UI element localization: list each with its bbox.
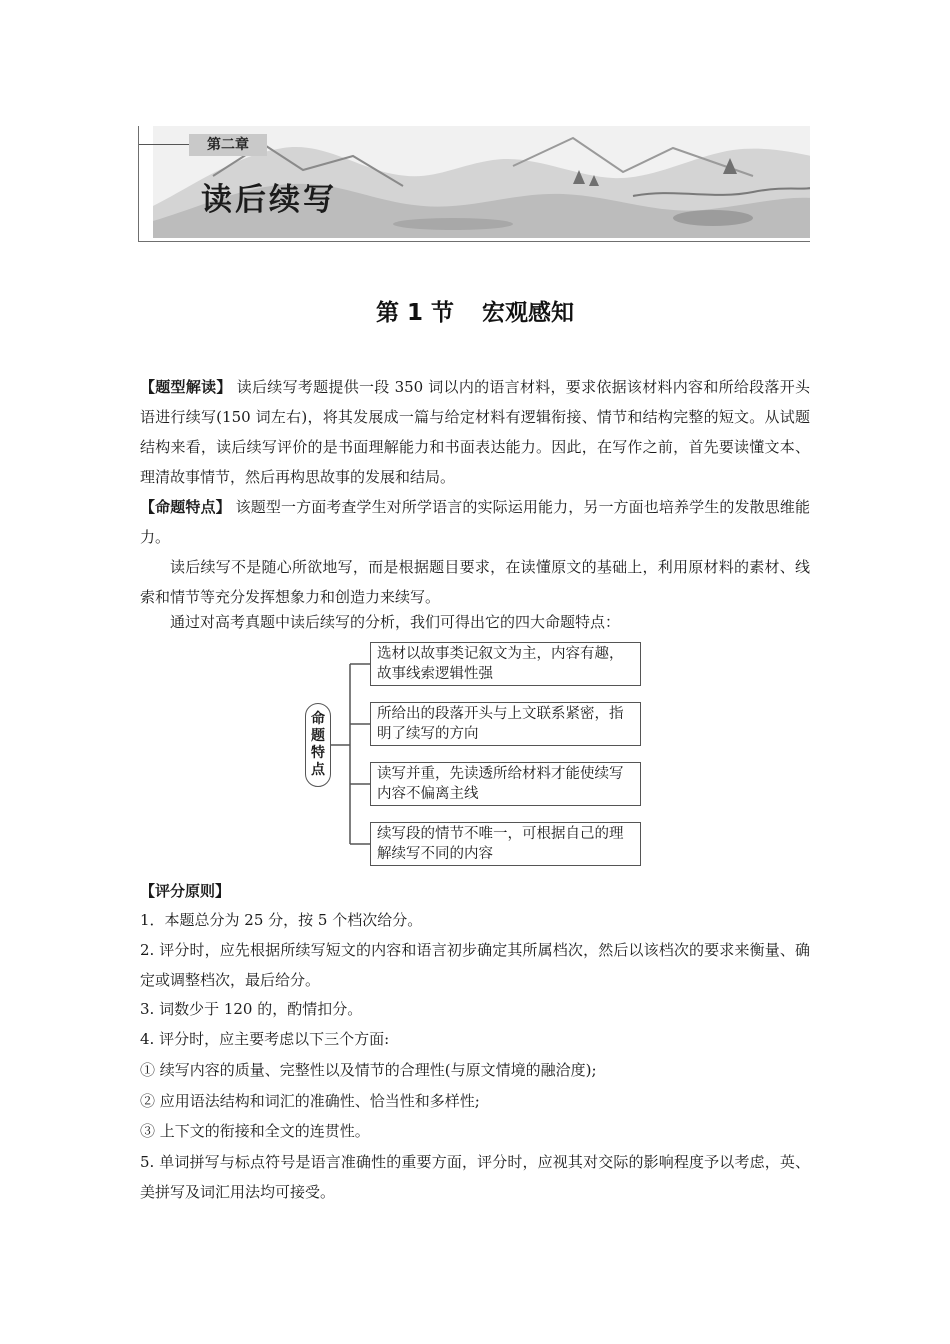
features-text: 该题型一方面考查学生对所学语言的实际运用能力，另一方面也培养学生的发散思维能力。 xyxy=(140,498,810,546)
section-title xyxy=(0,294,950,327)
section-number: 第 1 节 xyxy=(375,300,455,326)
diagram-feature-box: 所给出的段落开头与上文联系紧密，指明了续写的方向 xyxy=(370,702,641,746)
chapter-title: 读后续写 xyxy=(201,182,337,218)
diagram-root-node xyxy=(305,703,331,787)
scoring-label xyxy=(140,876,810,906)
diagram-feature-box: 续写段的情节不唯一，可根据自己的理解续写不同的内容 xyxy=(370,822,641,866)
diagram-feature-box: 选材以故事类记叙文为主，内容有趣，故事线索逻辑性强 xyxy=(370,642,641,686)
scoring-item: 2. 评分时，应先根据所续写短文的内容和语言初步确定其所属档次，然后以该档次的要求来衡量、确定或调整档次，最后给分。 xyxy=(140,941,810,989)
features-paragraph-3: 通过对高考真题中读后续写的分析，我们可得出它的四大命题特点： xyxy=(170,613,621,631)
scoring-item: 5. 单词拼写与标点符号是语言准确性的重要方面，评分时，应视其对交际的影响程度予以考虑，英、美拼写及词汇用法均可接受。 xyxy=(140,1153,810,1201)
section-name: 宏观感知 xyxy=(482,300,575,326)
scoring-item: ② 应用语法结构和词汇的准确性、恰当性和多样性; xyxy=(140,1092,480,1110)
chapter-banner xyxy=(138,126,810,242)
scoring-item: 1．本题总分为 25 分，按 5 个档次给分。 xyxy=(140,911,423,929)
chapter-tag: 第二章 xyxy=(189,134,267,156)
features-label: 【命题特点】 xyxy=(140,498,231,516)
banner-rule xyxy=(139,144,189,145)
diagram-feature-box: 读写并重，先读透所给材料才能使续写内容不偏离主线 xyxy=(370,762,641,806)
features-paragraph xyxy=(140,492,810,552)
question-type-text: 读后续写考题提供一段 350 词以内的语言材料，要求依据该材料内容和所给段落开头语进行续写(150 词左右)，将其发展成一篇与给定材料有逻辑衔接、情节和结构完整的短文。从试题结构来看，读后续写评价的是书面理解能力和书面表达能力。因此，在写作之前，首先要读懂文本、理清故事情节，然后再构思故事的发展和结局。 xyxy=(140,378,810,486)
question-type-label: 【题型解读】 xyxy=(140,378,232,396)
question-type-paragraph xyxy=(140,372,810,492)
scoring-item: ① 续写内容的质量、完整性以及情节的合理性(与原文情境的融洽度); xyxy=(140,1061,597,1079)
scoring-item: 3. 词数少于 120 的，酌情扣分。 xyxy=(140,1000,363,1018)
features-paragraph-2: 读后续写不是随心所欲地写，而是根据题目要求，在读懂原文的基础上，利用原材料的素材、线索和情节等充分发挥想象力和创造力来续写。 xyxy=(140,558,810,606)
diagram-root-label: 命题特点 xyxy=(311,711,325,778)
scoring-item: 4. 评分时，应主要考虑以下三个方面: xyxy=(140,1030,390,1048)
scoring-label-text: 【评分原则】 xyxy=(140,882,231,900)
scoring-item: ③ 上下文的衔接和全文的连贯性。 xyxy=(140,1122,370,1140)
